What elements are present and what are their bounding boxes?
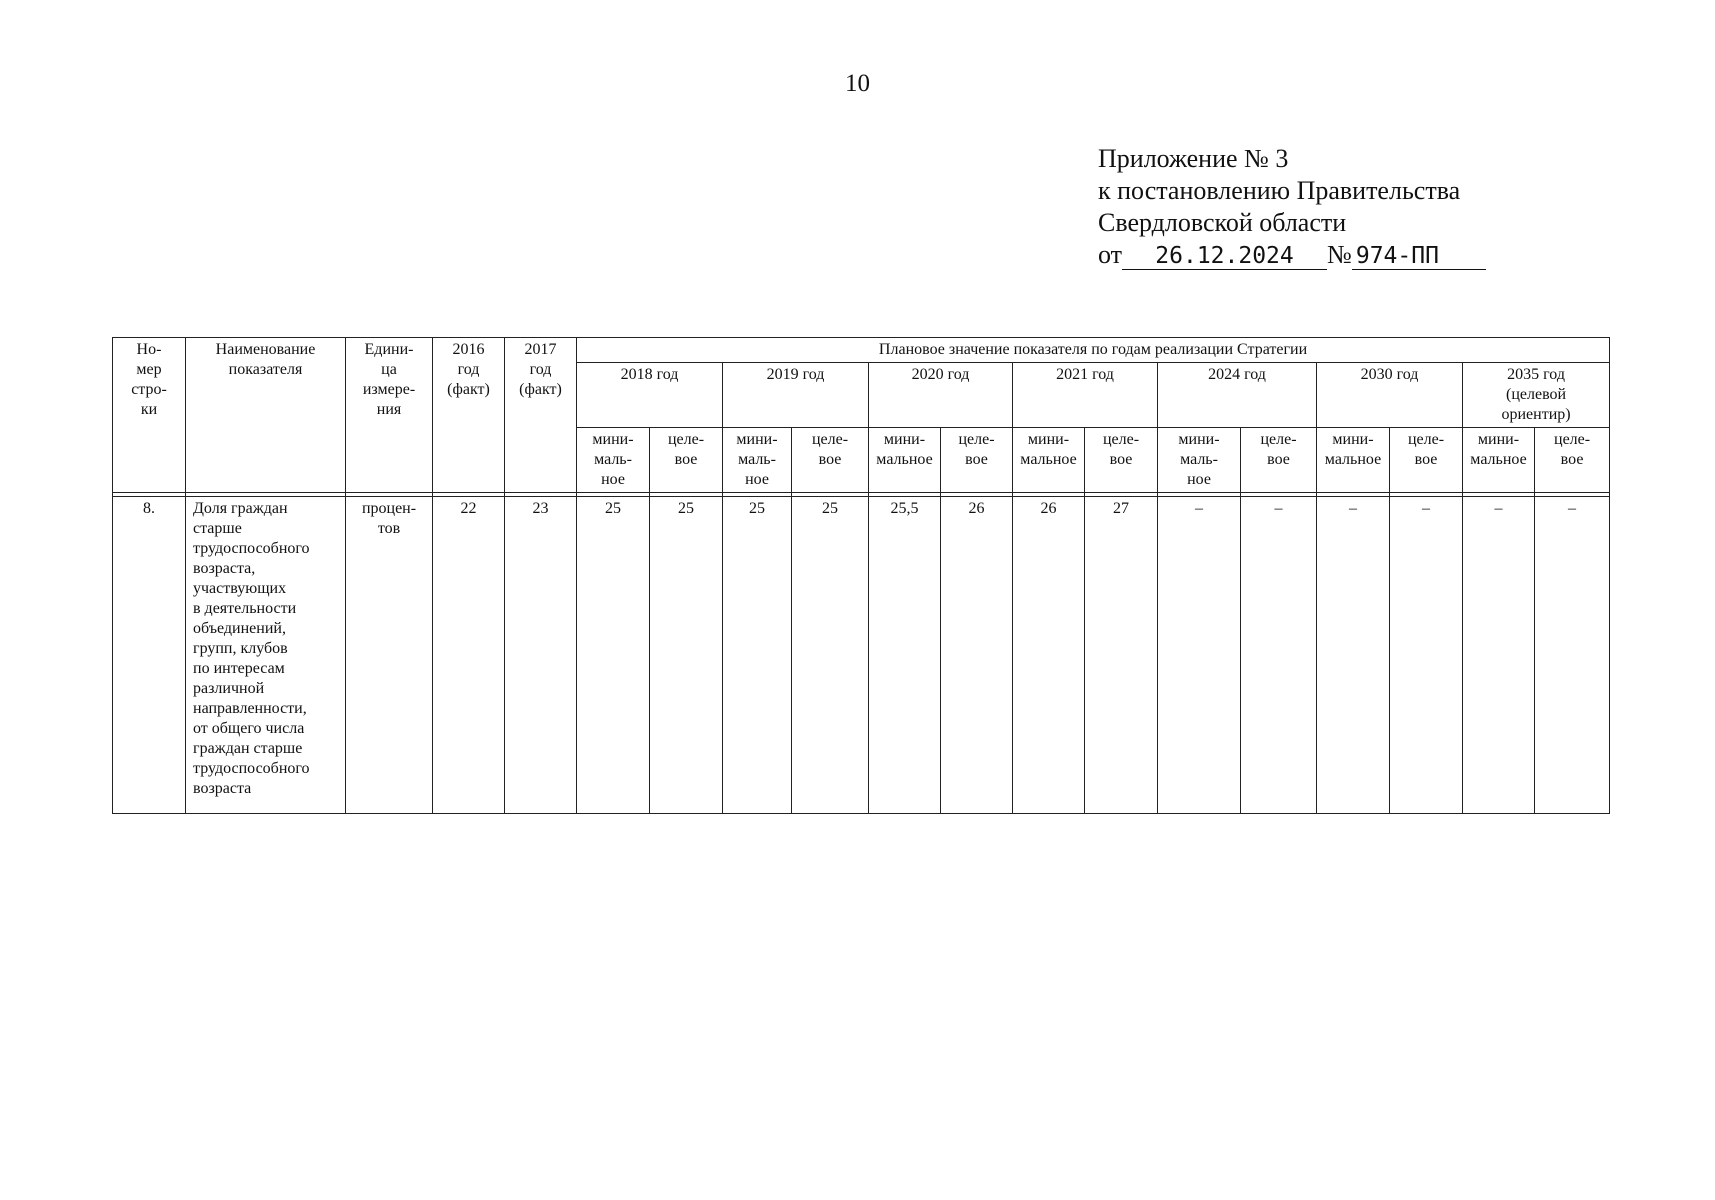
header-year: 2018 год: [577, 363, 723, 428]
row-planned-value: 25: [792, 497, 869, 814]
header-target: целе- вое: [1390, 428, 1463, 493]
row-unit: процен- тов: [346, 497, 433, 814]
resolution-date: 26.12.2024: [1122, 243, 1327, 270]
row-planned-value: 26: [941, 497, 1013, 814]
appendix-date-line: [1098, 239, 1486, 271]
appendix-resolution: к постановлению Правительства: [1098, 176, 1461, 205]
appendix-header: [1098, 143, 1486, 271]
row-2017-value: 23: [505, 497, 577, 814]
row-planned-value: –: [1241, 497, 1317, 814]
header-2017-fact: 2017 год (факт): [505, 338, 577, 493]
row-number: 8.: [113, 497, 186, 814]
row-planned-value: –: [1535, 497, 1610, 814]
header-minimal: мини- мальное: [1013, 428, 1085, 493]
from-label: от: [1098, 240, 1123, 269]
header-unit: Едини- ца измере- ния: [346, 338, 433, 493]
row-planned-value: 25: [650, 497, 723, 814]
row-planned-value: 25: [723, 497, 792, 814]
header-target: целе- вое: [650, 428, 723, 493]
header-row-1: [113, 338, 1610, 363]
row-planned-value: 27: [1085, 497, 1158, 814]
header-planned-values: Плановое значение показателя по годам реализации Стратегии: [577, 338, 1610, 363]
header-row-number: Но- мер стро- ки: [113, 338, 186, 493]
row-planned-value: –: [1317, 497, 1390, 814]
number-label: №: [1327, 240, 1352, 269]
row-planned-value: –: [1463, 497, 1535, 814]
header-minimal: мини- маль- ное: [577, 428, 650, 493]
page-number: 10: [845, 70, 870, 97]
header-2016-fact: 2016 год (факт): [433, 338, 505, 493]
header-year: 2019 год: [723, 363, 869, 428]
appendix-title: Приложение № 3: [1098, 144, 1289, 173]
row-planned-value: 25,5: [869, 497, 941, 814]
header-year: 2024 год: [1158, 363, 1317, 428]
table-row: [113, 497, 1610, 814]
header-minimal: мини- мальное: [1463, 428, 1535, 493]
header-minimal: мини- маль- ное: [1158, 428, 1241, 493]
header-minimal: мини- мальное: [869, 428, 941, 493]
row-indicator-name: Доля граждан старше трудоспособного возраста, участвующих в деятельности объединений, групп, клубов по интересам различной направленности, от общего числа граждан старше трудоспособного возраста: [186, 497, 346, 814]
header-year: 2020 год: [869, 363, 1013, 428]
row-2016-value: 22: [433, 497, 505, 814]
header-year: 2030 год: [1317, 363, 1463, 428]
header-minimal: мини- мальное: [1317, 428, 1390, 493]
indicators-table: [112, 337, 1610, 814]
header-target: целе- вое: [941, 428, 1013, 493]
header-indicator-name: Наименование показателя: [186, 338, 346, 493]
header-year: 2021 год: [1013, 363, 1158, 428]
header-year: 2035 год (целевой ориентир): [1463, 363, 1610, 428]
header-minimal: мини- маль- ное: [723, 428, 792, 493]
header-target: целе- вое: [1241, 428, 1317, 493]
appendix-region: Свердловской области: [1098, 208, 1347, 237]
header-target: целе- вое: [1085, 428, 1158, 493]
row-planned-value: 26: [1013, 497, 1085, 814]
row-planned-value: –: [1158, 497, 1241, 814]
resolution-number: 974-ПП: [1352, 243, 1486, 270]
row-planned-value: –: [1390, 497, 1463, 814]
header-target: целе- вое: [1535, 428, 1610, 493]
row-planned-value: 25: [577, 497, 650, 814]
header-target: целе- вое: [792, 428, 869, 493]
